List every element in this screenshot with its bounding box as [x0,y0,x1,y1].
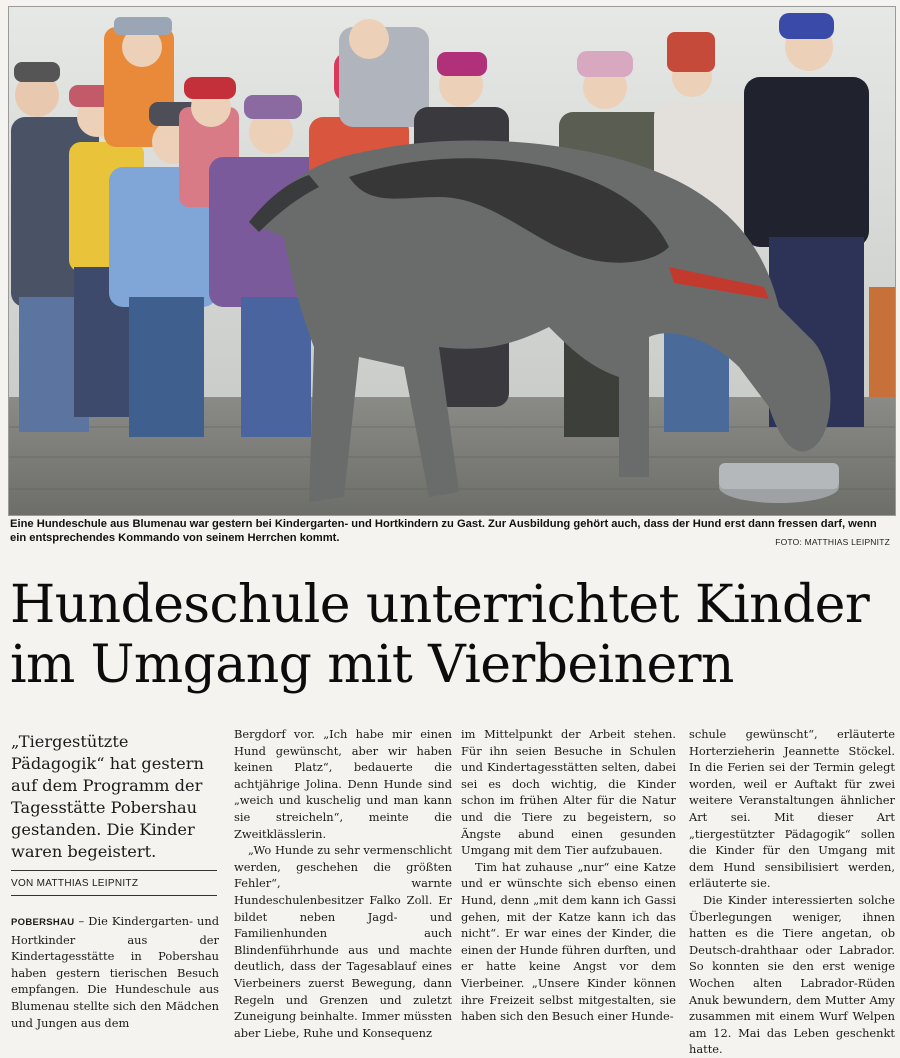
byline-rule-top [11,870,217,871]
byline-rule-bottom [11,895,217,896]
photo-credit: FOTO: MATTHIAS LEIPNITZ [775,537,890,547]
photo-icon [9,7,895,515]
article-headline: Hundeschule unterrichtet Kinder im Umgang mit Vierbeinern [10,575,870,695]
column-3-paragraph-2: Tim hat zuhause „nur“ eine Katze und er wünschte sich ebenso einen Hund, denn „mit dem kann ich Gassi gehen, mit der Katze kann ich das nicht“. Er war eines der Kinder, die einen der Hunde führen durften, und er hatte keine Angst vor dem Vierbeiner. „Unsere Kinder können ihre Freizeit selbst mitgestalten, sie haben sich den Besuch einer Hunde- [461,859,676,1024]
article-column-1 [11,913,219,1031]
column-4-paragraph-1: schule gewünscht“, erläuterte Horterzieherin Jeannette Stöckel. In die Ferien sei der Termin gelegt worden, weil er Auftakt für zwei weitere Veranstaltungen ähnlicher Art sei. Mit dieser Art „tiergestützter Pädagogik“ sollen die Kinder für den Umgang mit dem Hund sensibilisiert werden, erläuterte sie. [689,727,895,891]
article-byline: VON MATTHIAS LEIPNITZ [11,878,139,889]
article-column-2 [234,726,452,1041]
article-dateline: POBERSHAU [11,917,75,928]
photo-caption: Eine Hundeschule aus Blumenau war gestern bei Kindergarten- und Hortkindern zu Gast. Zur Ausbildung gehört auch, dass der Hund erst dann fressen darf, wenn ein entsprechendes Kommando von seinem Herrchen kommt. [10,518,877,544]
article-column-4 [689,726,895,1058]
column-1-text: – Die Kindergarten- und Hortkinder aus der Kindertagesstätte in Pobershau haben gestern tierischen Besuch empfangen. Die Hundeschule aus Blumenau stellte sich den Mädchen und Jungen aus dem [11,914,219,1030]
article-lead: „Tiergestützte Pädagogik“ hat gestern auf dem Programm der Tagesstätte Pobershau gestanden. Die Kinder waren begeistert. [11,732,204,861]
column-4-paragraph-2: Die Kinder interessierten solche Überlegungen weniger, ihnen hatten es die Tiere angetan, ob Deutsch-drahthaar oder Labrador. So konnten sie den erst wenige Wochen alten Labrador-Rüden Anuk bewundern, dem Mutter Amy zusammen mit einem Wurf Welpen am 12. Mai das Leben geschenkt hatte. [689,892,895,1057]
column-3-paragraph-1: im Mittelpunkt der Arbeit stehen. Für ihn seien Besuche in Schulen und Kindertagesstätten selten, dabei sei es doch wichtig, die Kinder schon im frühen Alter für die Natur und die Tiere zu begeistern, so Ängste abund einen gesunden Umgang mit dem Tier aufzubauen. [461,727,676,858]
column-2-paragraph-1: Bergdorf vor. „Ich habe mir einen Hund gewünscht, aber wir haben keinen Platz“, bedauerte die achtjährige Jolina. Denn Hunde sind „weich und kuschelig und man kann sie streicheln“, meinte die Zweitklässlerin. [234,727,452,841]
article-photo [8,6,896,516]
column-2-paragraph-2: „Wo Hunde zu sehr vermenschlicht werden, geschehen die größten Fehler“, warnte Hundeschulenbesitzer Falko Zoll. Er bildet neben Jagd- und Familienhunden auch Blindenführhunde aus und machte deutlich, dass der Tagesablauf eines Vierbeiners zuerst Bewegung, dann Regeln und Grenzen und zuletzt Zuneigung beinhalte. Immer müssten aber Liebe, Ruhe und Konsequenz [234,843,452,1040]
article-column-3 [461,726,676,1025]
